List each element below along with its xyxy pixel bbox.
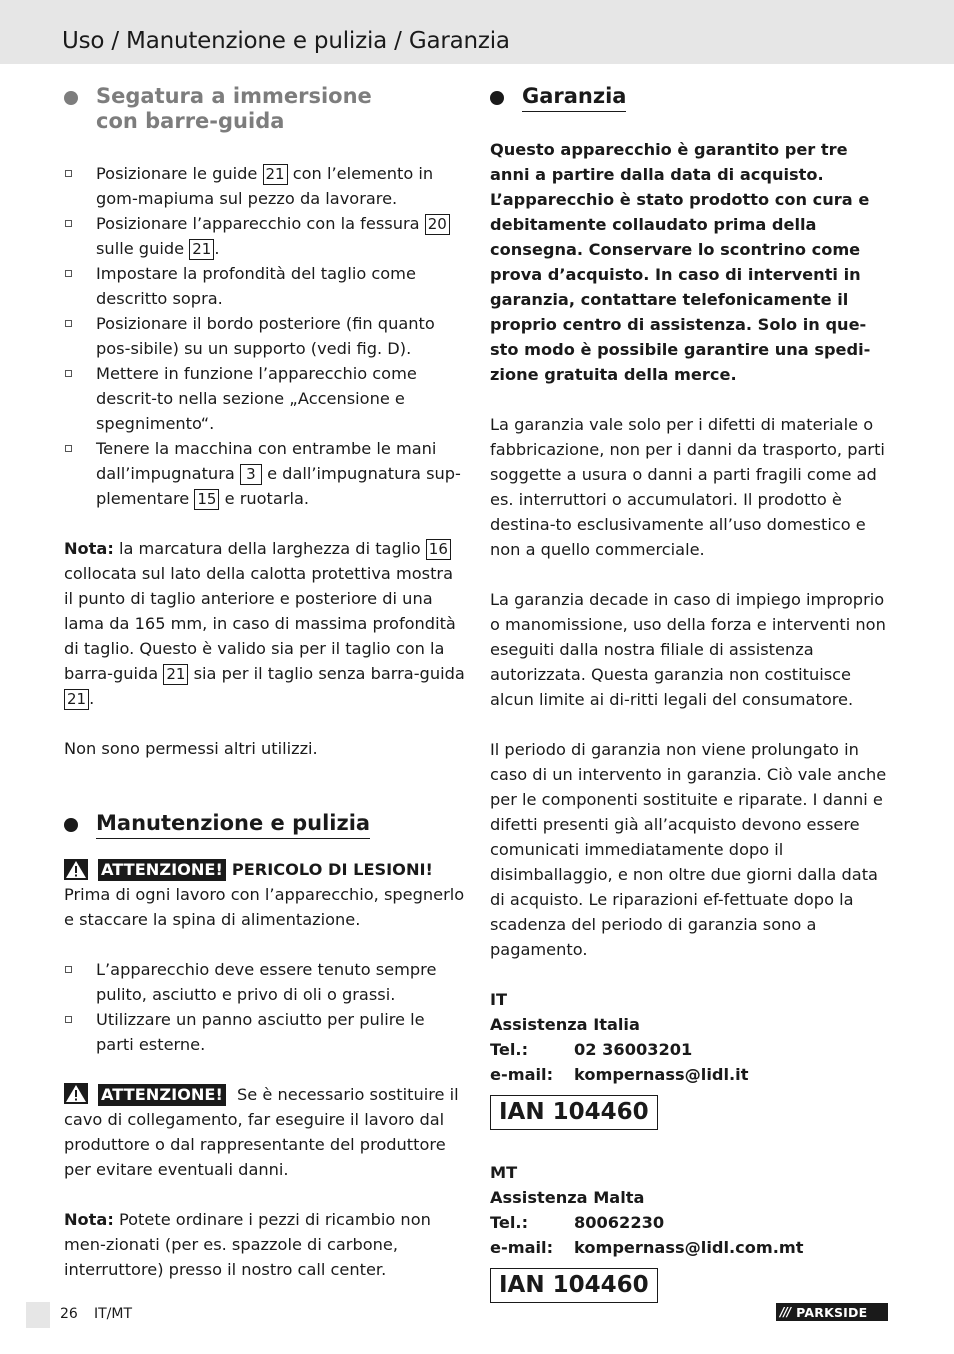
tel-value: 02 36003201: [574, 1040, 693, 1059]
section-title: Garanzia: [522, 84, 626, 112]
logo-text: PARKSIDE: [796, 1304, 868, 1320]
section-title-line1: Segatura a immersione: [96, 84, 372, 108]
checkbox-square-icon: [65, 966, 72, 973]
checkbox-square-icon: [65, 270, 72, 277]
warning-label: ATTENZIONE!: [98, 1084, 226, 1106]
checkbox-square-icon: [65, 370, 72, 377]
step-text: L’apparecchio deve essere tenuto sempre pulito, asciutto e privo di oli o grassi.: [96, 960, 437, 1004]
warning-headline: PERICOLO DI LESIONI!: [231, 860, 433, 879]
step-text: e ruotarla.: [219, 489, 310, 508]
part-ref: 20: [425, 214, 450, 235]
part-ref: 21: [163, 664, 188, 685]
step-text: Tenere la macchina con entrambe le mani dall’impugnatura: [96, 439, 437, 483]
warning-label: ATTENZIONE!: [98, 859, 226, 881]
plunge-cut-steps: [64, 161, 466, 511]
note-text: sia per il taglio senza barra-guida: [188, 664, 465, 683]
right-column: [490, 84, 890, 1303]
note-label: Nota:: [64, 1210, 114, 1229]
list-item: [64, 361, 466, 436]
warning-text: Prima di ogni lavoro con l’apparecchio, spegnerlo e staccare la spina di alimentazione.: [64, 885, 465, 929]
tel-label: Tel.:: [490, 1213, 529, 1232]
list-item: [64, 957, 466, 1007]
note-text: Potete ordinare i pezzi di ricambio non men-zionati (per es. spazzole di carbone, interruttore) presso il nostro call center.: [64, 1210, 431, 1279]
tel-value: 80062230: [574, 1213, 665, 1232]
step-text: .: [214, 239, 220, 258]
checkbox-square-icon: [65, 220, 72, 227]
list-item: [64, 311, 466, 361]
step-text: Mettere in funzione l’apparecchio come descrit-to nella sezione „Accensione e spegnimento“.: [96, 364, 417, 433]
note-paragraph: [64, 1207, 466, 1282]
ian-box: IAN 104460: [490, 1268, 658, 1303]
bullet-dot-icon: [64, 91, 78, 105]
note-paragraph: [64, 536, 466, 711]
section-heading-warranty: [490, 84, 890, 112]
note-text: .: [89, 689, 95, 708]
part-ref: 15: [194, 489, 219, 510]
email-label: e-mail:: [490, 1238, 554, 1257]
service-name: Assistenza Malta: [490, 1188, 645, 1207]
step-text: Posizionare le guide: [96, 164, 263, 183]
warning-triangle-icon: [64, 859, 88, 880]
email-value: kompernass@lidl.com.mt: [574, 1238, 804, 1257]
email-label: e-mail:: [490, 1065, 554, 1084]
left-column: [64, 84, 466, 1282]
list-item: [64, 261, 466, 311]
warning-paragraph: [64, 1082, 466, 1182]
page-number: 26: [60, 1306, 78, 1322]
checkbox-square-icon: [65, 320, 72, 327]
page-title: Uso / Manutenzione e pulizia / Garanzia: [62, 28, 510, 54]
warranty-paragraph: Il periodo di garanzia non viene prolungato in caso di un intervento in garanzia. Ciò vale anche per le componenti sostituite e riparate. I danni e difetti presenti già all’acquisto devono essere comunicati immediatamente dopo il disimballaggio, e non oltre due giorni dalla data di acquisto. Le riparazioni ef-fettuate dopo la scadenza del periodo di garanzia sono a pagamento.: [490, 740, 887, 959]
warning-triangle-icon: [64, 1083, 88, 1104]
service-name: Assistenza Italia: [490, 1015, 640, 1034]
step-text: e dall’impugnatura sup-plementare: [96, 464, 461, 508]
parkside-logo: [776, 1303, 888, 1321]
bullet-dot-icon: [490, 91, 504, 105]
contact-row: [490, 1210, 890, 1235]
language-code: IT/MT: [94, 1306, 133, 1322]
warranty-paragraph: La garanzia vale solo per i difetti di materiale o fabbricazione, non per i danni da trasporto, parti soggette a usura o danni a parti fragili come ad es. interruttori o accumulatori. Il prodotto è destina-to esclusivamente all’uso domestico e non a quello commerciale.: [490, 415, 885, 559]
warning-text: Se è necessario sostituire il cavo di collegamento, far eseguire il lavoro dal produttore o dal rappresentante del produttore per evitare eventuali danni.: [64, 1085, 459, 1179]
list-item: [64, 211, 466, 261]
part-ref: 3: [240, 464, 262, 485]
email-value: kompernass@lidl.it: [574, 1065, 749, 1084]
country-code: MT: [490, 1163, 518, 1182]
step-text: Utilizzare un panno asciutto per pulire le parti esterne.: [96, 1010, 425, 1054]
section-title: Manutenzione e pulizia: [96, 811, 370, 839]
step-text: Posizionare il bordo posteriore (fin quanto pos-sibile) su un supporto (vedi fig. D).: [96, 314, 435, 358]
section-title-line2: con barre-guida: [96, 109, 285, 133]
list-item: [64, 1007, 466, 1057]
tel-label: Tel.:: [490, 1040, 529, 1059]
note-text: collocata sul lato della calotta protettiva mostra il punto di taglio anteriore e posteriore di una lama da 165 mm, in caso di massima profondità di taglio. Questo è valido sia per il taglio con la barra-guida: [64, 564, 456, 683]
warranty-paragraph: La garanzia decade in caso di impiego improprio o manomissione, uso della forza e interventi non eseguiti dalla nostra filiale di assistenza autorizzata. Questa garanzia non costituisce alcun limite ai di-ritti legali del consumatore.: [490, 590, 886, 709]
contact-row: [490, 1062, 890, 1087]
contact-block-it: [490, 987, 890, 1130]
checkbox-square-icon: [65, 1016, 72, 1023]
note-label: Nota:: [64, 539, 114, 558]
section-title: [96, 84, 372, 136]
list-item: [64, 161, 466, 211]
note-text: la marcatura della larghezza di taglio: [113, 539, 426, 558]
section-heading-plunge-cut: [64, 84, 466, 136]
footer-page-marker: [26, 1302, 50, 1328]
step-text: Posizionare l’apparecchio con la fessura: [96, 214, 425, 233]
step-text: con l’elemento in gom-mapiuma sul pezzo da lavorare.: [96, 164, 434, 208]
warranty-intro: Questo apparecchio è garantito per tre anni a partire dalla data di acquisto. L’apparecchio è stato prodotto con cura e debitamente collaudato prima della consegna. Conservare lo scontrino come prova d’acquisto. In caso di interventi in garanzia, contattare telefonicamente il proprio centro di assistenza. Solo in que-sto modo è possibile garantire una spedi-zione gratuita della merce.: [490, 140, 871, 384]
bullet-dot-icon: [64, 818, 78, 832]
ian-box: IAN 104460: [490, 1095, 658, 1130]
country-code: IT: [490, 990, 508, 1009]
checkbox-square-icon: [65, 445, 72, 452]
step-text: Impostare la profondità del taglio come descritto sopra.: [96, 264, 416, 308]
care-steps: [64, 957, 466, 1057]
usage-note: Non sono permessi altri utilizzi.: [64, 739, 318, 758]
part-ref: 21: [263, 164, 288, 185]
part-ref: 21: [189, 239, 214, 260]
checkbox-square-icon: [65, 170, 72, 177]
logo-stripes: ///: [780, 1305, 791, 1319]
list-item: [64, 436, 466, 511]
step-text: sulle guide: [96, 239, 190, 258]
contact-row: [490, 1037, 890, 1062]
contact-row: [490, 1235, 890, 1260]
section-heading-maintenance: [64, 811, 466, 839]
part-ref: 21: [64, 689, 89, 710]
warning-line: [64, 857, 466, 882]
contact-block-mt: [490, 1160, 890, 1303]
part-ref: 16: [426, 539, 451, 560]
